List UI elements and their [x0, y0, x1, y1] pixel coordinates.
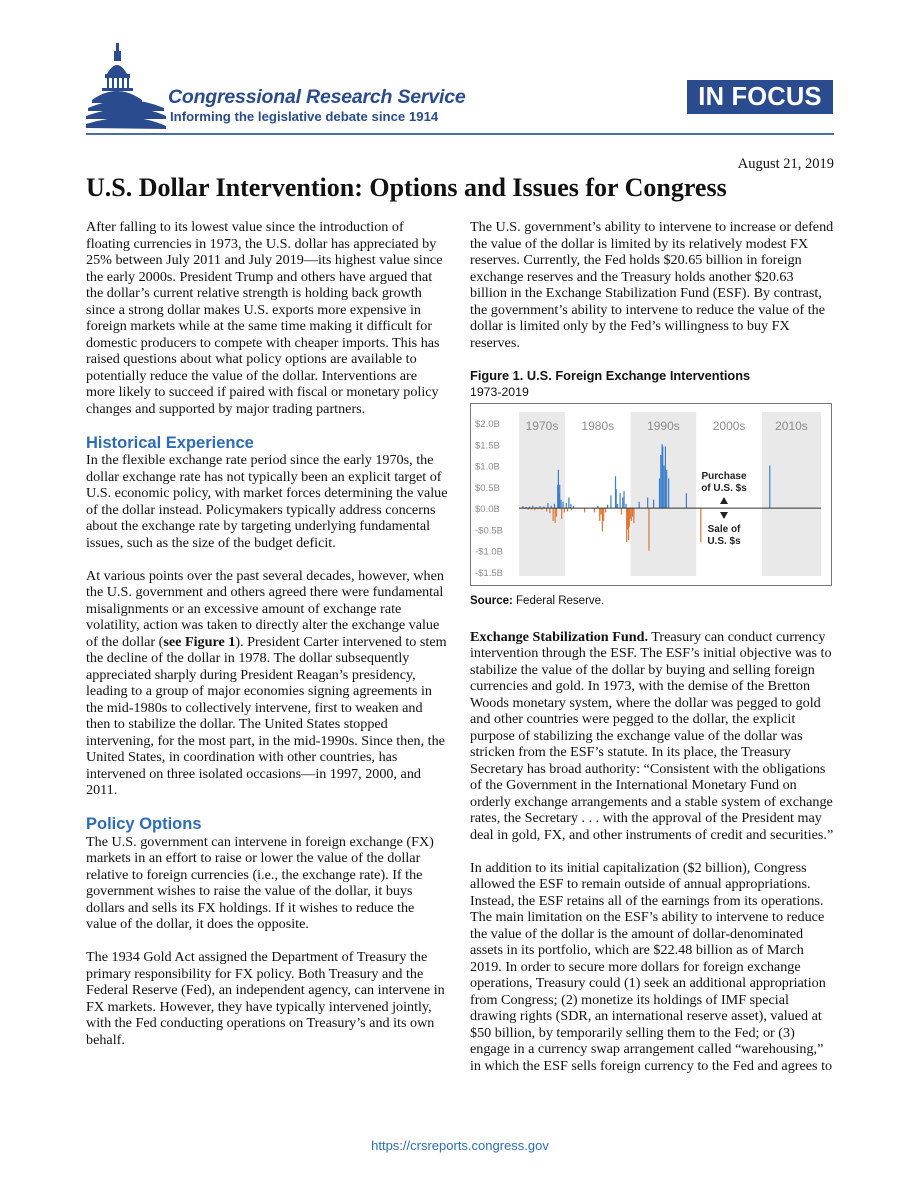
- annotation-sale-line2: U.S. $s: [707, 535, 741, 547]
- data-bar: [686, 493, 687, 508]
- annotation-purchase-line1: Purchase: [701, 470, 747, 482]
- section-heading-historical: Historical Experience: [86, 433, 254, 452]
- y-tick-label: $1.5B: [475, 439, 500, 451]
- data-bar: [632, 508, 633, 517]
- data-bar: [769, 465, 770, 508]
- y-tick-label: $0.5B: [475, 482, 500, 494]
- data-bar: [555, 508, 556, 523]
- arrow-down-icon: [720, 512, 728, 519]
- decade-band: [762, 412, 821, 576]
- data-bar: [621, 508, 622, 514]
- right-column: [470, 219, 834, 1091]
- data-bar: [622, 497, 623, 508]
- figure-subtitle: 1973-2019: [470, 384, 529, 399]
- figure-title: Figure 1. U.S. Foreign Exchange Interventions: [470, 367, 751, 383]
- data-bar: [605, 508, 606, 512]
- decade-label: 2010s: [775, 418, 808, 433]
- publication-date: August 21, 2019: [737, 156, 834, 172]
- data-bar: [568, 497, 569, 508]
- section-heading-policy: Policy Options: [86, 815, 202, 833]
- data-bar: [559, 484, 560, 507]
- data-bar: [666, 469, 667, 507]
- historical-paragraph-2: [86, 568, 448, 799]
- org-name: Congressional Research Service: [168, 86, 466, 108]
- in-focus-badge: IN FOCUS: [687, 80, 833, 114]
- esf-capitalization-paragraph: In addition to its initial capitalization ($2 billion), Congress allowed the ESF to remain outside of annual appropriations. Instead, the ESF retains all of the earnings from its operations. The main limitation on the ESF’s ability to intervene to reduce the value of the dollar is the amount of dollar-denominated assets in its portfolio, which are $22.48 billion as of March 2019. In order to secure more dollars for foreign exchange operations, Treasury could (1) seek an additional appropriation from Congress; (2) monetize its holdings of IMF special drawing rights (SDR, an international reserve asset), valued at $50 billion, by temporarily selling them to the Fed; or (3) engage in a currency swap arrangement called “warehousing,” in which the ESF sells foreign currency to the Fed and agrees to: [470, 859, 833, 1074]
- data-bar: [668, 478, 669, 508]
- annotation-purchase-line2: of U.S. $s: [701, 482, 747, 494]
- left-column: [86, 219, 448, 1065]
- figure-reference-link[interactable]: see Figure 1: [163, 633, 236, 650]
- header-rule: [86, 133, 834, 135]
- y-tick-label: $1.0B: [475, 461, 500, 473]
- data-bar: [554, 503, 555, 507]
- source-label: Source:: [470, 594, 513, 607]
- data-bar: [663, 465, 664, 508]
- y-tick-label: -$0.5B: [475, 524, 503, 536]
- historical-text-b: ). President Carter intervened to stem the decline of the dollar in 1978. The dollar subsequently appreciated sharply during President Reagan’s presidency, leading to a group of major economies signing agreements in the mid-1980s to collectively intervene, first to weaken and then to stabilize the dollar. The United States stopped intervening, for the most part, in the mid-1990s. Since then, the United States, in coordination with other countries, has intervened on three isolated occasions—in 1997, 2000, and 2011.: [86, 633, 447, 798]
- annotation-sale-line1: Sale of: [707, 523, 741, 535]
- intro-paragraph: After falling to its lowest value since the introduction of floating currencies in 1973, the U.S. dollar has appreciated by 25% between July 2011 and July 2019—its highest value since the early 2000s. President Trump and others have argued that the dollar’s current relative strength is holding back growth since a strong dollar makes U.S. exports more expensive in foreign markets while at the same time making it difficult for domestic producers to compete with cheaper imports. This has raised questions about what policy options are available to potentially reduce the value of the dollar. Interventions are more likely to succeed if paired with fiscal or monetary policy changes and supported by major trading partners.: [86, 219, 443, 417]
- data-bar: [566, 503, 567, 508]
- data-bar: [639, 501, 640, 507]
- footer-url[interactable]: https://crsreports.congress.gov: [371, 1138, 549, 1153]
- data-bar: [616, 488, 617, 507]
- data-bar: [562, 501, 563, 507]
- data-bar: [594, 508, 595, 512]
- data-bar: [653, 499, 654, 508]
- chart-frame: [470, 403, 832, 586]
- policy-paragraph-1: The U.S. government can intervene in foreign exchange (FX) markets in an effort to raise or lower the value of the dollar relative to foreign currencies (i.e., the exchange rate). If the government wishes to raise the value of the dollar, it buys dollars and sells its FX holdings. If it wishes to reduce the value of the dollar, it does the opposite.: [86, 833, 434, 932]
- figure-source: [470, 593, 834, 609]
- data-bar: [633, 508, 634, 523]
- data-bar: [556, 508, 557, 517]
- intervention-chart: [471, 404, 831, 585]
- org-tagline: Informing the legislative debate since 1914: [170, 109, 439, 124]
- historical-text-a: At various points over the past several decades, however, when the U.S. government and others agreed there were fundamental misalignments or an excessive amount of exchange rate volatility, action was taken to directly alter the exchange value of the dollar (: [86, 567, 444, 650]
- data-bar: [553, 508, 554, 521]
- data-bar: [662, 446, 663, 508]
- data-bar: [648, 508, 649, 551]
- y-tick-label: $2.0B: [475, 418, 500, 430]
- decade-label: 1990s: [647, 418, 680, 433]
- historical-paragraph-1: In the flexible exchange rate period since the early 1970s, the dollar exchange rate has not typically been an explicit target of U.S. economic policy, with market forces determining the value of the dollar instead. Policymakers typically address concerns about the exchange rate by targeting underlying fundamental issues, such as the size of the budget deficit.: [86, 452, 448, 551]
- y-tick-label: -$1.0B: [475, 546, 503, 558]
- decade-label: 1970s: [525, 418, 559, 433]
- data-bar: [603, 508, 604, 521]
- data-bar: [623, 491, 624, 508]
- data-bar: [620, 493, 621, 508]
- data-bar: [665, 446, 666, 508]
- y-tick-label: -$1.5B: [475, 567, 503, 579]
- data-bar: [659, 478, 660, 508]
- data-bar: [547, 503, 548, 508]
- reserves-paragraph: The U.S. government’s ability to intervene to increase or defend the value of the dollar is limited by its relatively modest FX reserves. Currently, the Fed holds $20.65 billion in foreign exchange reserves and the Treasury holds another $20.63 billion in the Exchange Stabilization Fund (ESF). By contrast, the government’s ability to intervene to reduce the value of the dollar is limited only by the Fed’s willingness to buy FX reserves.: [470, 219, 834, 351]
- data-bar: [647, 497, 648, 508]
- data-bar: [602, 508, 603, 531]
- data-bar: [600, 508, 601, 514]
- data-bar: [561, 508, 562, 519]
- data-bar: [631, 508, 632, 521]
- data-bar: [629, 508, 630, 519]
- esf-text: Treasury can conduct currency intervention through the ESF. The ESF’s initial objective was to stabilize the value of the dollar by buying and selling foreign currencies and gold. In 1973, with the demise of the Bretton Woods monetary system, where the dollar was pegged to gold and other countries were pegged to the dollar, the explicit purpose of stabilizing the exchange value of the dollar was stricken from the ESF’s statute. In its place, the Treasury Secretary has broad authority: “Consistent with the obligations of the Government in the International Monetary Fund on orderly exchange arrangements and a stable system of exchange rates, the Secretary . . . with the approval of the President may deal in gold, FX, and other instruments of credit and securities.”: [470, 628, 834, 843]
- data-bar: [570, 503, 571, 507]
- data-bar: [560, 499, 561, 508]
- decade-label: 1980s: [581, 418, 615, 433]
- esf-paragraph: [470, 629, 834, 844]
- data-bar: [610, 495, 611, 508]
- esf-lead: Exchange Stabilization Fund.: [470, 628, 648, 645]
- page-title: U.S. Dollar Intervention: Options and Issues for Congress: [86, 173, 727, 202]
- data-bar: [617, 503, 618, 507]
- data-bar: [599, 508, 600, 521]
- data-bar: [700, 508, 701, 542]
- data-bar: [660, 454, 661, 507]
- source-text: Federal Reserve.: [516, 594, 605, 607]
- data-bar: [564, 508, 565, 512]
- data-bar: [607, 504, 608, 507]
- y-tick-label: $0.0B: [475, 503, 500, 515]
- arrow-up-icon: [720, 497, 728, 504]
- decade-label: 2000s: [712, 418, 746, 433]
- data-bar: [584, 508, 585, 512]
- data-bar: [625, 503, 626, 507]
- policy-paragraph-2: The 1934 Gold Act assigned the Department of Treasury the primary responsibility for FX policy. Both Treasury and the Federal Reserve (Fed), an independent agency, can intervene in FX markets. However, they have typically intervened jointly, with the Fed conducting operations on Treasury’s and its own behalf.: [86, 949, 445, 1048]
- data-bar: [549, 508, 550, 513]
- data-bar: [546, 508, 547, 511]
- data-bar: [567, 508, 568, 511]
